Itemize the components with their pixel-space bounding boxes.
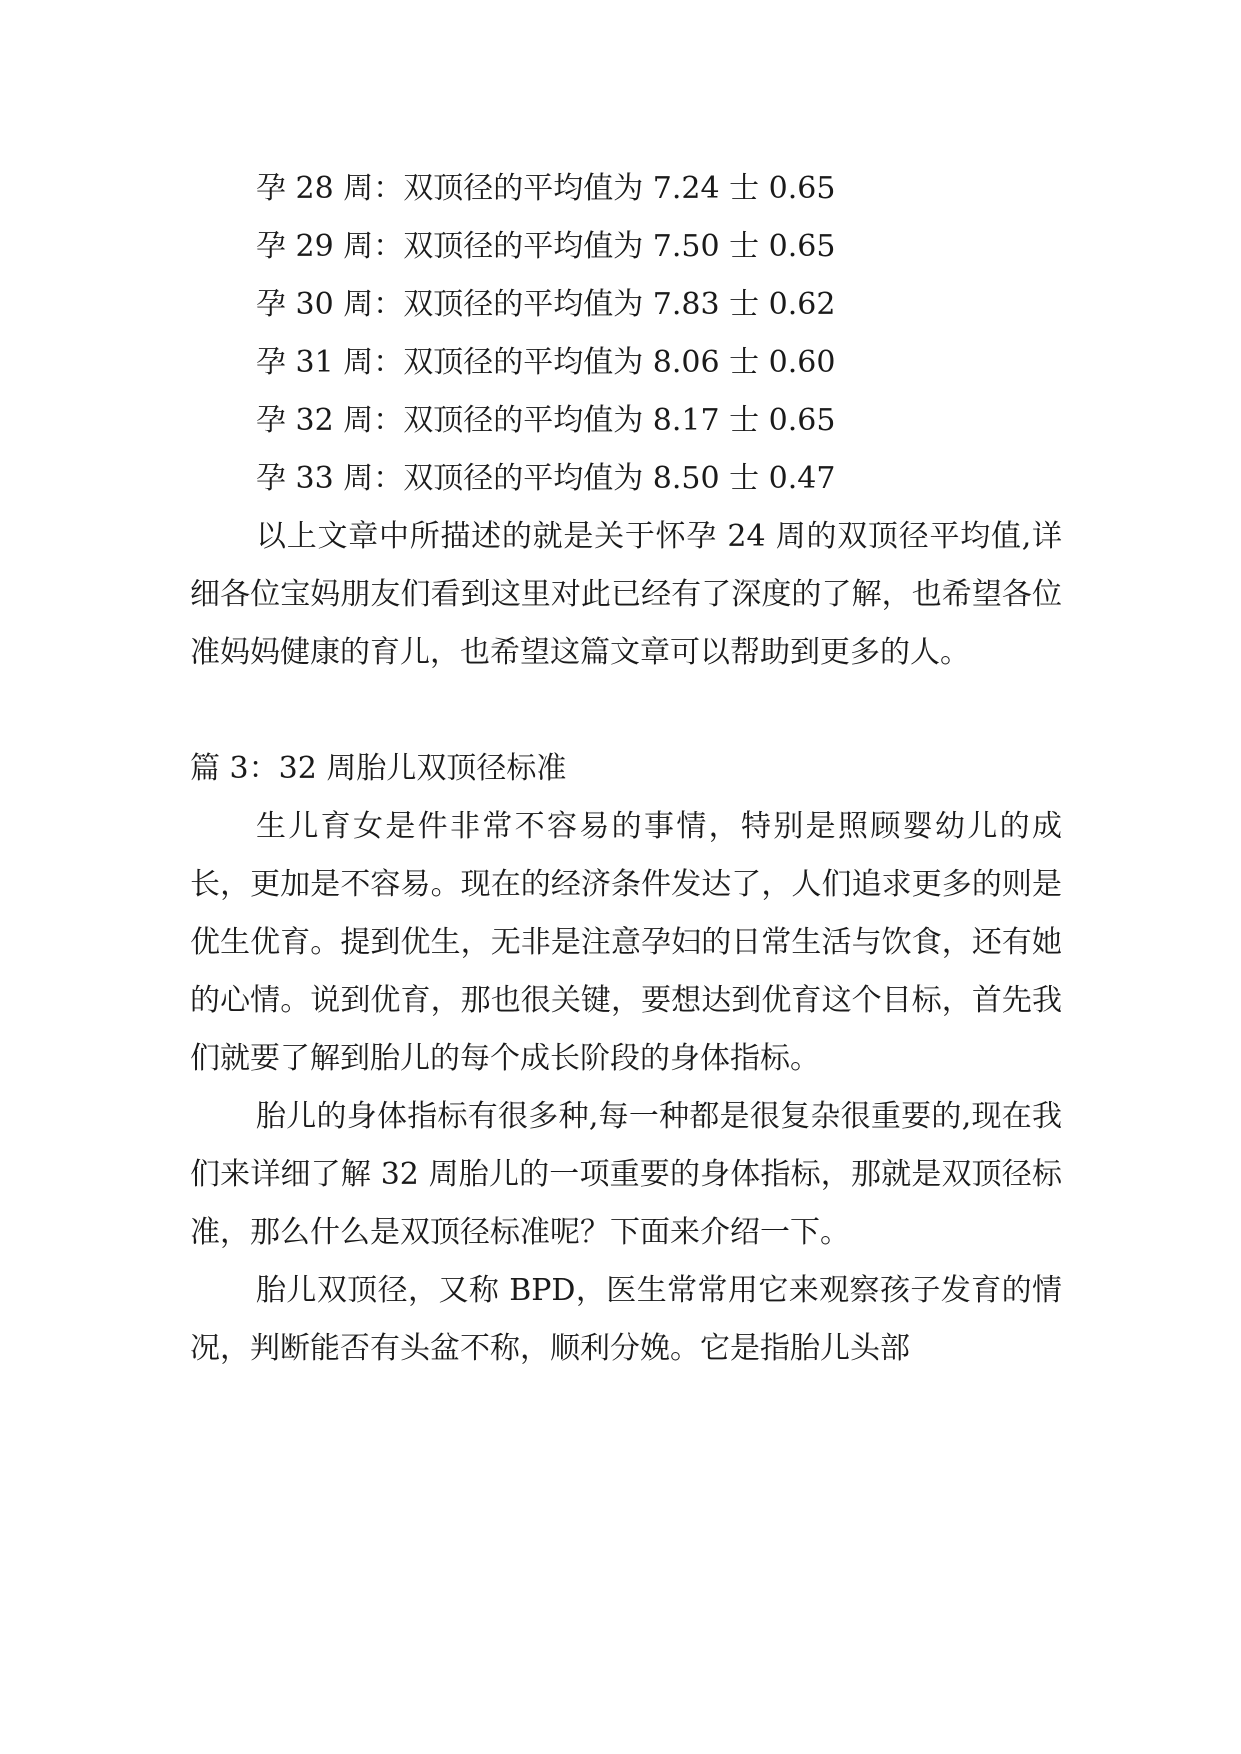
document-body [190, 160, 1062, 1378]
week-line-31: 孕 31 周：双顶径的平均值为 8.06 士 0.60 [256, 345, 836, 380]
section-title: 篇 3：32 周胎儿双顶径标准 [190, 751, 567, 786]
body-paragraph: 生儿育女是件非常不容易的事情，特别是照顾婴幼儿的成长，更加是不容易。现在的经济条件发达了，人们追求更多的则是优生优育。提到优生，无非是注意孕妇的日常生活与饮食，还有她的心情。说到优育，那也很关键，要想达到优育这个目标，首先我们就要了解到胎儿的每个成长阶段的身体指标。 [190, 809, 1062, 1076]
week-line-33: 孕 33 周：双顶径的平均值为 8.50 士 0.47 [256, 461, 836, 496]
body-paragraph: 胎儿双顶径，又称 BPD，医生常常用它来观察孩子发育的情况，判断能否有头盆不称，顺利分娩。它是指胎儿头部 [190, 1273, 1062, 1366]
week-line-28: 孕 28 周：双顶径的平均值为 7.24 士 0.65 [256, 171, 836, 206]
body-paragraph: 胎儿的身体指标有很多种,每一种都是很复杂很重要的,现在我们来详细了解 32 周胎儿的一项重要的身体指标，那就是双顶径标准，那么什么是双顶径标准呢？下面来介绍一下。 [190, 1099, 1062, 1250]
week-line-30: 孕 30 周：双顶径的平均值为 7.83 士 0.62 [256, 287, 836, 322]
week-line-32: 孕 32 周：双顶径的平均值为 8.17 士 0.65 [256, 403, 836, 438]
week-line-29: 孕 29 周：双顶径的平均值为 7.50 士 0.65 [256, 229, 836, 264]
conclusion-paragraph: 以上文章中所描述的就是关于怀孕 24 周的双顶径平均值,详细各位宝妈朋友们看到这里对此已经有了深度的了解，也希望各位准妈妈健康的育儿，也希望这篇文章可以帮助到更多的人。 [190, 519, 1062, 670]
